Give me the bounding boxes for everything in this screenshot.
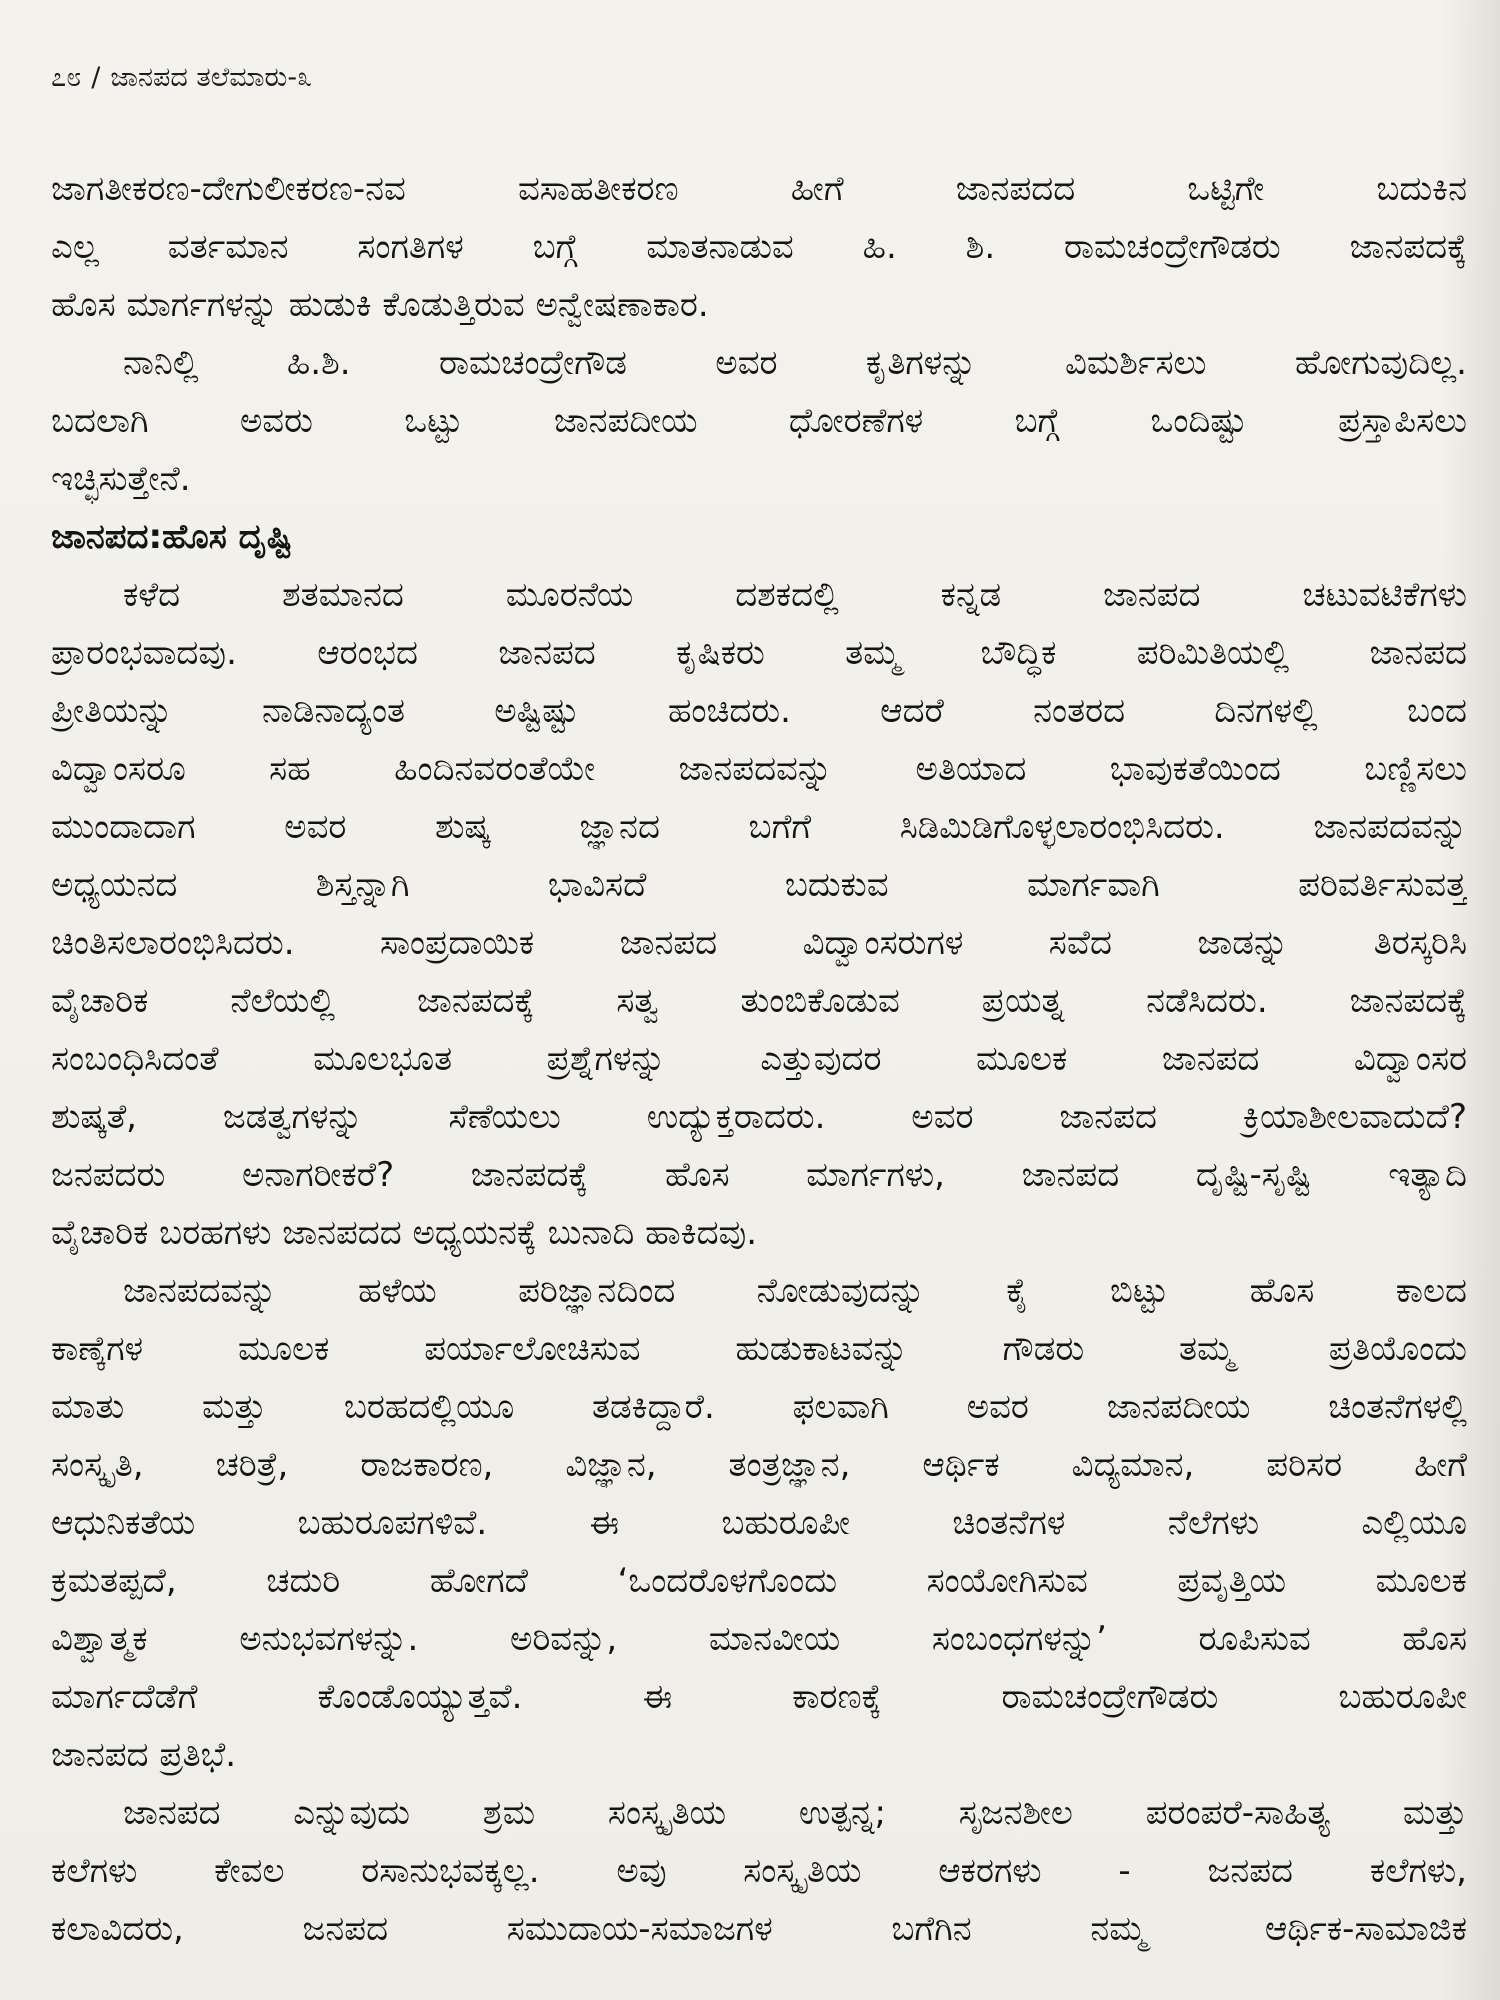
text-line: ಮುಂದಾದಾಗ ಅವರ ಶುಷ್ಕ ಜ್ಞಾನದ ಬಗೆಗೆ ಸಿಡಿಮಿಡಿಗೊಳ್ಳಲಾರಂಭಿಸಿದರು. ಜಾನಪದವನ್ನು — [51, 807, 1467, 847]
text-line: ಪ್ರೀತಿಯನ್ನು ನಾಡಿನಾದ್ಯಂತ ಅಷ್ಟಿಷ್ಟು ಹಂಚಿದರು. ಆದರೆ ನಂತರದ ದಿನಗಳಲ್ಲಿ ಬಂದ — [51, 691, 1467, 731]
text-line: ವಿಶ್ವಾತ್ಮಕ ಅನುಭವಗಳನ್ನು. ಅರಿವನ್ನು, ಮಾನವೀಯ ಸಂಬಂಧಗಳನ್ನು’ ರೂಪಿಸುವ ಹೊಸ — [51, 1619, 1467, 1659]
text-line: ಜನಪದರು ಅನಾಗರೀಕರೆ? ಜಾನಪದಕ್ಕೆ ಹೊಸ ಮಾರ್ಗಗಳು, ಜಾನಪದ ದೃಷ್ಟಿ-ಸೃಷ್ಟಿ ಇತ್ಯಾದಿ — [51, 1155, 1467, 1195]
running-head-separator: / — [91, 62, 101, 93]
text-line: ಜಾನಪದವನ್ನು ಹಳೆಯ ಪರಿಜ್ಞಾನದಿಂದ ನೋಡುವುದನ್ನು ಕೈ ಬಿಟ್ಟು ಹೊಸ ಕಾಲದ — [123, 1271, 1467, 1311]
paragraph — [51, 566, 1467, 1262]
text-line: ಕಾಣ್ಕೆಗಳ ಮೂಲಕ ಪರ್ಯಾಲೋಚಿಸುವ ಹುಡುಕಾಟವನ್ನು ಗೌಡರು ತಮ್ಮ ಪ್ರತಿಯೊಂದು — [51, 1329, 1467, 1369]
text-line: ಎಲ್ಲ ವರ್ತಮಾನ ಸಂಗತಿಗಳ ಬಗ್ಗೆ ಮಾತನಾಡುವ ಹಿ. ಶಿ. ರಾಮಚಂದ್ರೇಗೌಡರು ಜಾನಪದಕ್ಕೆ — [51, 227, 1467, 267]
text-line: ಇಚ್ಛಿಸುತ್ತೇನೆ. — [51, 459, 191, 499]
text-line: ವಿದ್ವಾಂಸರೂ ಸಹ ಹಿಂದಿನವರಂತೆಯೇ ಜಾನಪದವನ್ನು ಅತಿಯಾದ ಭಾವುಕತೆಯಿಂದ ಬಣ್ಣಿಸಲು — [51, 749, 1467, 789]
paragraph — [51, 1262, 1467, 1784]
text-line: ವೈಚಾರಿಕ ನೆಲೆಯಲ್ಲಿ ಜಾನಪದಕ್ಕೆ ಸತ್ವ ತುಂಬಿಕೊಡುವ ಪ್ರಯತ್ನ ನಡೆಸಿದರು. ಜಾನಪದಕ್ಕೆ — [51, 981, 1467, 1021]
text-line: ಆಧುನಿಕತೆಯ ಬಹುರೂಪಗಳಿವೆ. ಈ ಬಹುರೂಪೀ ಚಿಂತನೆಗಳ ನೆಲೆಗಳು ಎಲ್ಲಿಯೂ — [51, 1503, 1467, 1543]
running-head — [51, 58, 322, 98]
text-line: ಹೊಸ ಮಾರ್ಗಗಳನ್ನು ಹುಡುಕಿ ಕೊಡುತ್ತಿರುವ ಅನ್ವೇಷಣಾಕಾರ. — [51, 285, 709, 325]
page-number: ೭೮ — [51, 62, 82, 93]
text-line: ಮಾತು ಮತ್ತು ಬರಹದಲ್ಲಿಯೂ ತಡಕಿದ್ದಾರೆ. ಫಲವಾಗಿ ಅವರ ಜಾನಪದೀಯ ಚಿಂತನೆಗಳಲ್ಲಿ — [51, 1387, 1467, 1427]
text-line: ಕಲೆಗಳು ಕೇವಲ ರಸಾನುಭವಕ್ಕಲ್ಲ. ಅವು ಸಂಸ್ಕೃತಿಯ ಆಕರಗಳು - ಜನಪದ ಕಲೆಗಳು, — [51, 1851, 1467, 1891]
body-text — [51, 160, 1467, 1958]
text-line: ಜಾನಪದ ಪ್ರತಿಭೆ. — [51, 1735, 237, 1775]
text-line: ಸಂಸ್ಕೃತಿ, ಚರಿತ್ರೆ, ರಾಜಕಾರಣ, ವಿಜ್ಞಾನ, ತಂತ್ರಜ್ಞಾನ, ಆರ್ಥಿಕ ವಿದ್ಯಮಾನ, ಪರಿಸರ ಹೀಗೆ — [51, 1445, 1467, 1485]
text-line: ಸಂಬಂಧಿಸಿದಂತೆ ಮೂಲಭೂತ ಪ್ರಶ್ನೆಗಳನ್ನು ಎತ್ತುವುದರ ಮೂಲಕ ಜಾನಪದ ವಿದ್ವಾಂಸರ — [51, 1039, 1467, 1079]
paragraph — [51, 160, 1467, 334]
paragraph — [51, 1784, 1467, 1958]
section-heading: ಜಾನಪದ:ಹೊಸ ದೃಷ್ಟಿ — [51, 517, 293, 557]
text-line: ಶುಷ್ಕತೆ, ಜಡತ್ವಗಳನ್ನು ಸೆಣೆಯಲು ಉದ್ಯುಕ್ತರಾದರು. ಅವರ ಜಾನಪದ ಕ್ರಿಯಾಶೀಲವಾದುದೆ? — [51, 1097, 1467, 1137]
text-line: ಜಾನಪದ ಎನ್ನುವುದು ಶ್ರಮ ಸಂಸ್ಕೃತಿಯ ಉತ್ಪನ್ನ; ಸೃಜನಶೀಲ ಪರಂಪರೆ-ಸಾಹಿತ್ಯ ಮತ್ತು — [123, 1793, 1467, 1833]
text-line: ಮಾರ್ಗದೆಡೆಗೆ ಕೊಂಡೊಯ್ಯುತ್ತವೆ. ಈ ಕಾರಣಕ್ಕೆ ರಾಮಚಂದ್ರೇಗೌಡರು ಬಹುರೂಪೀ — [51, 1677, 1467, 1717]
text-line: ನಾನಿಲ್ಲಿ ಹಿ.ಶಿ. ರಾಮಚಂದ್ರೇಗೌಡ ಅವರ ಕೃತಿಗಳನ್ನು ವಿಮರ್ಶಿಸಲು ಹೋಗುವುದಿಲ್ಲ. — [123, 343, 1467, 383]
text-line: ಕಲಾವಿದರು, ಜನಪದ ಸಮುದಾಯ-ಸಮಾಜಗಳ ಬಗೆಗಿನ ನಮ್ಮ ಆರ್ಥಿಕ-ಸಾಮಾಜಿಕ — [51, 1909, 1467, 1949]
text-line: ಕಳೆದ ಶತಮಾನದ ಮೂರನೆಯ ದಶಕದಲ್ಲಿ ಕನ್ನಡ ಜಾನಪದ ಚಟುವಟಿಕೆಗಳು — [123, 575, 1467, 615]
text-line: ಜಾಗತೀಕರಣ-ದೇಗುಲೀಕರಣ-ನವ ವಸಾಹತೀಕರಣ ಹೀಗೆ ಜಾನಪದದ ಒಟ್ಟಿಗೇ ಬದುಕಿನ — [51, 169, 1467, 209]
running-title: ಜಾನಪದ ತಲೆಮಾರು-೩ — [110, 62, 313, 93]
text-line: ಚಿಂತಿಸಲಾರಂಭಿಸಿದರು. ಸಾಂಪ್ರದಾಯಿಕ ಜಾನಪದ ವಿದ್ವಾಂಸರುಗಳ ಸವೆದ ಜಾಡನ್ನು ತಿರಸ್ಕರಿಸಿ — [51, 923, 1467, 963]
text-line: ವೈಚಾರಿಕ ಬರಹಗಳು ಜಾನಪದದ ಅಧ್ಯಯನಕ್ಕೆ ಬುನಾದಿ ಹಾಕಿದವು. — [51, 1213, 758, 1253]
paragraph — [51, 334, 1467, 508]
text-line: ಅಧ್ಯಯನದ ಶಿಸ್ತನ್ನಾಗಿ ಭಾವಿಸದೆ ಬದುಕುವ ಮಾರ್ಗವಾಗಿ ಪರಿವರ್ತಿಸುವತ್ತ — [51, 865, 1467, 905]
text-line: ಕ್ರಮತಪ್ಪದೆ, ಚದುರಿ ಹೋಗದೆ ‘ಒಂದರೊಳಗೊಂದು ಸಂಯೋಗಿಸುವ ಪ್ರವೃತ್ತಿಯ ಮೂಲಕ — [51, 1561, 1467, 1601]
text-line: ಪ್ರಾರಂಭವಾದವು. ಆರಂಭದ ಜಾನಪದ ಕೃಷಿಕರು ತಮ್ಮ ಬೌದ್ಧಿಕ ಪರಿಮಿತಿಯಲ್ಲಿ ಜಾನಪದ — [51, 633, 1467, 673]
text-line: ಬದಲಾಗಿ ಅವರು ಒಟ್ಟು ಜಾನಪದೀಯ ಧೋರಣೆಗಳ ಬಗ್ಗೆ ಒಂದಿಷ್ಟು ಪ್ರಸ್ತಾಪಿಸಲು — [51, 401, 1467, 441]
